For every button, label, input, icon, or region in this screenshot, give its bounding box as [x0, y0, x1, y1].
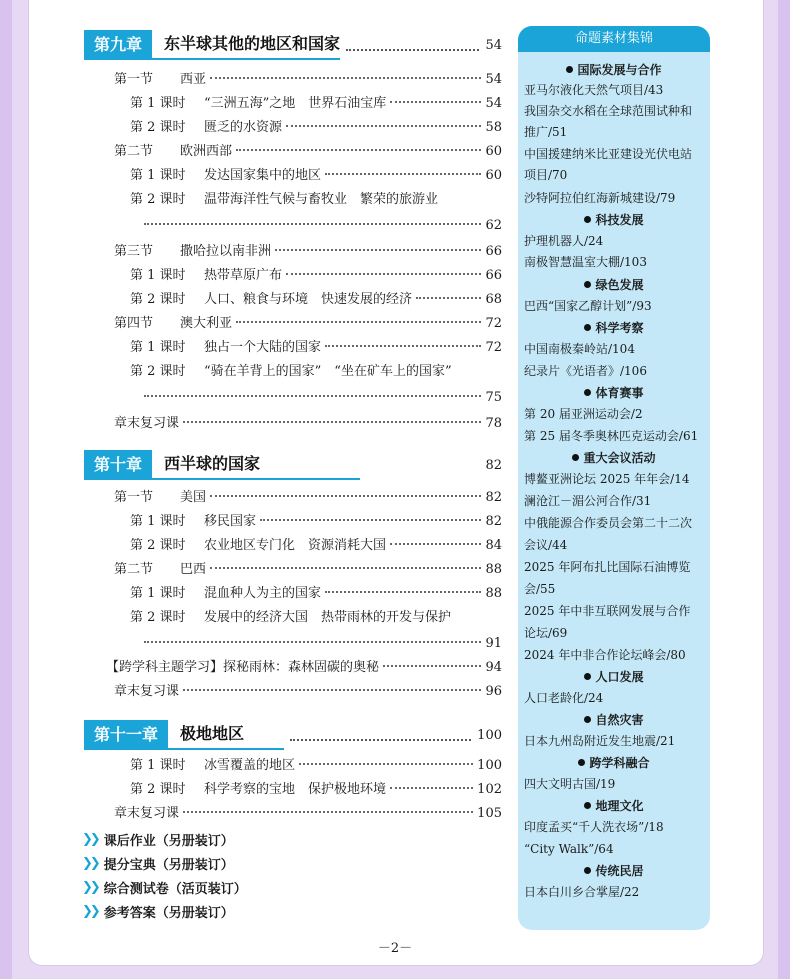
toc-section-row[interactable]: [114, 560, 502, 580]
sidebar-item[interactable]: 会/55: [524, 582, 556, 596]
sidebar-item[interactable]: 护理机器人/24: [524, 234, 604, 248]
page-number: 54: [485, 72, 502, 87]
bullet-icon: [584, 802, 591, 809]
leader-dots: [416, 297, 481, 299]
page-number: 82: [485, 514, 502, 529]
toc-continuation-row[interactable]: [144, 634, 502, 654]
page-number: 54: [485, 37, 502, 53]
toc-lesson-row[interactable]: [130, 338, 502, 358]
chapter-label: 第十一章: [84, 720, 168, 750]
leader-dots: [325, 345, 481, 347]
page-number: 88: [485, 586, 502, 601]
leader-dots: [144, 223, 481, 225]
page-number: 102: [477, 782, 502, 797]
toc-lesson-row[interactable]: [130, 166, 502, 186]
lesson-title: “三洲五海”之地 世界石油宝库: [204, 96, 387, 111]
leader-dots: [290, 739, 471, 741]
leader-dots: [390, 787, 473, 789]
section-number: 第四节: [114, 316, 154, 331]
lesson-title: 科学考察的宝地 保护极地环境: [204, 782, 387, 797]
lesson-number: 第 1 课时: [130, 96, 186, 111]
toc-review-row[interactable]: [114, 682, 502, 702]
bullet-icon: [584, 716, 591, 723]
sidebar-header: 命题素材集锦: [518, 26, 710, 52]
leader-dots: [236, 149, 481, 151]
page-number: 88: [485, 562, 502, 577]
leader-dots: [325, 591, 481, 593]
page-number: 75: [485, 390, 502, 405]
lesson-title: “骑在羊背上的国家” “坐在矿车上的国家”: [204, 364, 452, 379]
chapter-9-heading[interactable]: [84, 30, 502, 60]
section-title: 巴西: [180, 562, 207, 577]
sidebar-item[interactable]: 中国南极秦岭站/104: [524, 342, 635, 356]
lesson-title: 发达国家集中的地区: [204, 168, 322, 183]
page-number: 58: [485, 120, 502, 135]
leader-dots: [275, 249, 481, 251]
sidebar-item[interactable]: 中俄能源合作委员会第二十二次: [524, 516, 693, 530]
toc-lesson-row[interactable]: [130, 362, 502, 382]
sidebar-category: 体育赛事: [518, 383, 710, 403]
chapter-title: 极地地区: [168, 720, 284, 750]
bullet-icon: [584, 389, 591, 396]
right-decorative-stripe: [778, 0, 790, 979]
lesson-title: 人口、粮食与环境 快速发展的经济: [204, 292, 413, 307]
lesson-number: 第 2 课时: [130, 538, 186, 553]
lesson-number: 第 1 课时: [130, 586, 186, 601]
leader-dots: [210, 567, 481, 569]
extra-answer-key[interactable]: [82, 900, 234, 922]
sidebar-item[interactable]: 第 20 届亚洲运动会/2: [524, 407, 643, 421]
section-number: 第二节: [114, 144, 154, 159]
toc-lesson-row[interactable]: [130, 94, 502, 114]
review-title: 章末复习课: [114, 806, 180, 821]
page-number: 54: [485, 96, 502, 111]
sidebar-category: 科学考察: [518, 318, 710, 338]
page-number: 96: [485, 684, 502, 699]
page-number: 60: [485, 144, 502, 159]
interdisciplinary-title: 【跨学科主题学习】探秘雨林：森林固碳的奥秘: [106, 660, 380, 675]
toc-lesson-row[interactable]: [130, 512, 502, 532]
page-number: 66: [485, 244, 502, 259]
sidebar-category: 绿色发展: [518, 275, 710, 295]
lesson-number: 第 2 课时: [130, 292, 186, 307]
toc-section-row[interactable]: [114, 488, 502, 508]
chapter-10-heading[interactable]: [84, 450, 502, 480]
sidebar-category: 跨学科融合: [518, 753, 710, 773]
lesson-number: 第 1 课时: [130, 168, 186, 183]
lesson-number: 第 2 课时: [130, 610, 186, 625]
extra-label: 综合测试卷（活页装订）: [103, 881, 247, 897]
lesson-title: 移民国家: [204, 514, 257, 529]
material-sidebar: [518, 26, 710, 930]
bullet-icon: [584, 673, 591, 680]
bullet-icon: [584, 216, 591, 223]
lesson-number: 第 2 课时: [130, 364, 186, 379]
sidebar-item[interactable]: 南极智慧温室大棚/103: [524, 255, 647, 269]
toc-lesson-row[interactable]: [130, 266, 502, 286]
sidebar-category: 重大会议活动: [518, 448, 710, 468]
toc-section-row[interactable]: [114, 314, 502, 334]
sidebar-item[interactable]: 巴西“国家乙醇计划”/93: [524, 299, 652, 313]
sidebar-item[interactable]: 中国援建纳米比亚建设光伏电站: [524, 147, 693, 161]
lesson-title: 匮乏的水资源: [204, 120, 283, 135]
bullet-icon: [584, 281, 591, 288]
sidebar-item[interactable]: 博鳌亚洲论坛 2025 年年会/14: [524, 472, 690, 486]
sidebar-item[interactable]: 印度孟买“千人洗衣场”/18: [524, 820, 664, 834]
sidebar-item[interactable]: 沙特阿拉伯红海新城建设/79: [524, 191, 676, 205]
extra-label: 提分宝典（另册装订）: [103, 857, 234, 873]
sidebar-category: 自然灾害: [518, 710, 710, 730]
sidebar-item[interactable]: 推广/51: [524, 125, 568, 139]
leader-dots: [390, 101, 481, 103]
extra-homework[interactable]: [82, 828, 234, 850]
leader-dots: [299, 763, 473, 765]
section-number: 第二节: [114, 562, 154, 577]
double-chevron-icon: ❯❯: [82, 831, 98, 847]
lesson-number: 第 1 课时: [130, 514, 186, 529]
sidebar-item[interactable]: 论坛/69: [524, 626, 568, 640]
chapter-title: 西半球的国家: [152, 450, 360, 480]
sidebar-item[interactable]: 第 25 届冬季奥林匹克运动会/61: [524, 429, 699, 443]
section-title: 美国: [180, 490, 207, 505]
leader-dots: [144, 395, 481, 397]
extra-label: 课后作业（另册装订）: [103, 833, 234, 849]
lesson-title: 温带海洋性气候与畜牧业 繁荣的旅游业: [204, 192, 439, 207]
leader-dots: [236, 321, 481, 323]
page-number: 94: [485, 660, 502, 675]
page-footer-number: －2－: [377, 941, 413, 956]
chapter-title: 东半球其他的地区和国家: [152, 30, 340, 60]
page-number: 84: [485, 538, 502, 553]
left-decorative-stripe: [0, 0, 12, 979]
leader-dots: [346, 49, 479, 51]
section-title: 澳大利亚: [180, 316, 233, 331]
sidebar-item[interactable]: 日本白川乡合掌屋/22: [524, 885, 640, 899]
sidebar-category: 传统民居: [518, 861, 710, 881]
toc-lesson-row[interactable]: [130, 290, 502, 310]
page-number: 62: [485, 218, 502, 233]
sidebar-item[interactable]: 2024 年中非合作论坛峰会/80: [524, 648, 686, 662]
lesson-title: 冰雪覆盖的地区: [204, 758, 296, 773]
leader-dots: [183, 421, 481, 423]
page-number: 60: [485, 168, 502, 183]
lesson-title: 发展中的经济大国 热带雨林的开发与保护: [204, 610, 452, 625]
sidebar-item[interactable]: 项目/70: [524, 168, 568, 182]
sidebar-item[interactable]: 会议/44: [524, 538, 568, 552]
page-number: 91: [485, 636, 502, 651]
double-chevron-icon: ❯❯: [82, 903, 98, 919]
page-number: 105: [477, 806, 502, 821]
leader-dots: [183, 811, 473, 813]
sidebar-item[interactable]: 亚马尔液化天然气项目/43: [524, 83, 664, 97]
page-number: 78: [485, 416, 502, 431]
section-title: 撒哈拉以南非洲: [180, 244, 272, 259]
leader-dots: [183, 689, 481, 691]
lesson-number: 第 1 课时: [130, 340, 186, 355]
toc-lesson-row[interactable]: [130, 190, 502, 210]
page-number: 72: [485, 340, 502, 355]
leader-dots: [210, 77, 481, 79]
toc-review-row[interactable]: [114, 804, 502, 824]
toc-review-row[interactable]: [114, 414, 502, 434]
page-number: 82: [485, 457, 502, 473]
lesson-number: 第 2 课时: [130, 782, 186, 797]
bullet-icon: [572, 454, 579, 461]
toc-interdisciplinary-row[interactable]: [106, 658, 502, 678]
bullet-icon: [584, 867, 591, 874]
leader-dots: [260, 519, 481, 521]
chapter-label: 第九章: [84, 30, 152, 60]
lesson-number: 第 2 课时: [130, 192, 186, 207]
sidebar-category: 科技发展: [518, 210, 710, 230]
lesson-title: 混血种人为主的国家: [204, 586, 322, 601]
leader-dots: [383, 665, 481, 667]
toc-lesson-row[interactable]: [130, 536, 502, 556]
leader-dots: [286, 273, 481, 275]
sidebar-item[interactable]: 纪录片《光语者》/106: [524, 364, 647, 378]
toc-section-row[interactable]: [114, 142, 502, 162]
sidebar-category: 人口发展: [518, 667, 710, 687]
review-title: 章末复习课: [114, 684, 180, 699]
section-title: 欧洲西部: [180, 144, 233, 159]
double-chevron-icon: ❯❯: [82, 855, 98, 871]
sidebar-item[interactable]: 日本九州岛附近发生地震/21: [524, 734, 676, 748]
lesson-title: 农业地区专门化 资源消耗大国: [204, 538, 387, 553]
lesson-title: 独占一个大陆的国家: [204, 340, 322, 355]
toc-lesson-row[interactable]: [130, 756, 502, 776]
page-number: 68: [485, 292, 502, 307]
section-number: 第一节: [114, 490, 154, 505]
toc-section-row[interactable]: [114, 70, 502, 90]
page-number: 82: [485, 490, 502, 505]
sidebar-item[interactable]: 澜沧江－湄公河合作/31: [524, 494, 652, 508]
section-number: 第一节: [114, 72, 154, 87]
chapter-11-heading[interactable]: [84, 720, 502, 750]
extra-test-papers[interactable]: [82, 876, 247, 898]
chapter-label: 第十章: [84, 450, 152, 480]
lesson-number: 第 1 课时: [130, 268, 186, 283]
lesson-number: 第 2 课时: [130, 120, 186, 135]
section-number: 第三节: [114, 244, 154, 259]
toc-lesson-row[interactable]: [130, 584, 502, 604]
extra-label: 参考答案（另册装订）: [103, 905, 234, 921]
lesson-title: 热带草原广布: [204, 268, 283, 283]
extra-score-booster[interactable]: [82, 852, 234, 874]
sidebar-category: 国际发展与合作: [518, 60, 710, 80]
toc-continuation-row[interactable]: [144, 216, 502, 236]
sidebar-item[interactable]: “City Walk”/64: [524, 842, 614, 856]
leader-dots: [210, 495, 481, 497]
page-number: 100: [477, 727, 502, 743]
leader-dots: [390, 543, 481, 545]
sidebar-item[interactable]: 我国杂交水稻在全球范围试种和: [524, 104, 693, 118]
bullet-icon: [584, 324, 591, 331]
sidebar-item[interactable]: 人口老龄化/24: [524, 691, 604, 705]
section-title: 西亚: [180, 72, 207, 87]
leader-dots: [325, 173, 481, 175]
toc-continuation-row[interactable]: [144, 388, 502, 408]
sidebar-item[interactable]: 2025 年阿布扎比国际石油博览: [524, 560, 691, 574]
double-chevron-icon: ❯❯: [82, 879, 98, 895]
toc-lesson-row[interactable]: [130, 608, 502, 628]
toc-lesson-row[interactable]: [130, 118, 502, 138]
lesson-number: 第 1 课时: [130, 758, 186, 773]
leader-dots: [144, 641, 481, 643]
sidebar-item[interactable]: 2025 年中非互联网发展与合作: [524, 604, 691, 618]
toc-lesson-row[interactable]: [130, 780, 502, 800]
page-number: 100: [477, 758, 502, 773]
page-number: 66: [485, 268, 502, 283]
sidebar-category: 地理文化: [518, 796, 710, 816]
sidebar-item[interactable]: 四大文明古国/19: [524, 777, 616, 791]
bullet-icon: [566, 66, 573, 73]
review-title: 章末复习课: [114, 416, 180, 431]
leader-dots: [286, 125, 481, 127]
page-number: 72: [485, 316, 502, 331]
toc-section-row[interactable]: [114, 242, 502, 262]
bullet-icon: [578, 759, 585, 766]
